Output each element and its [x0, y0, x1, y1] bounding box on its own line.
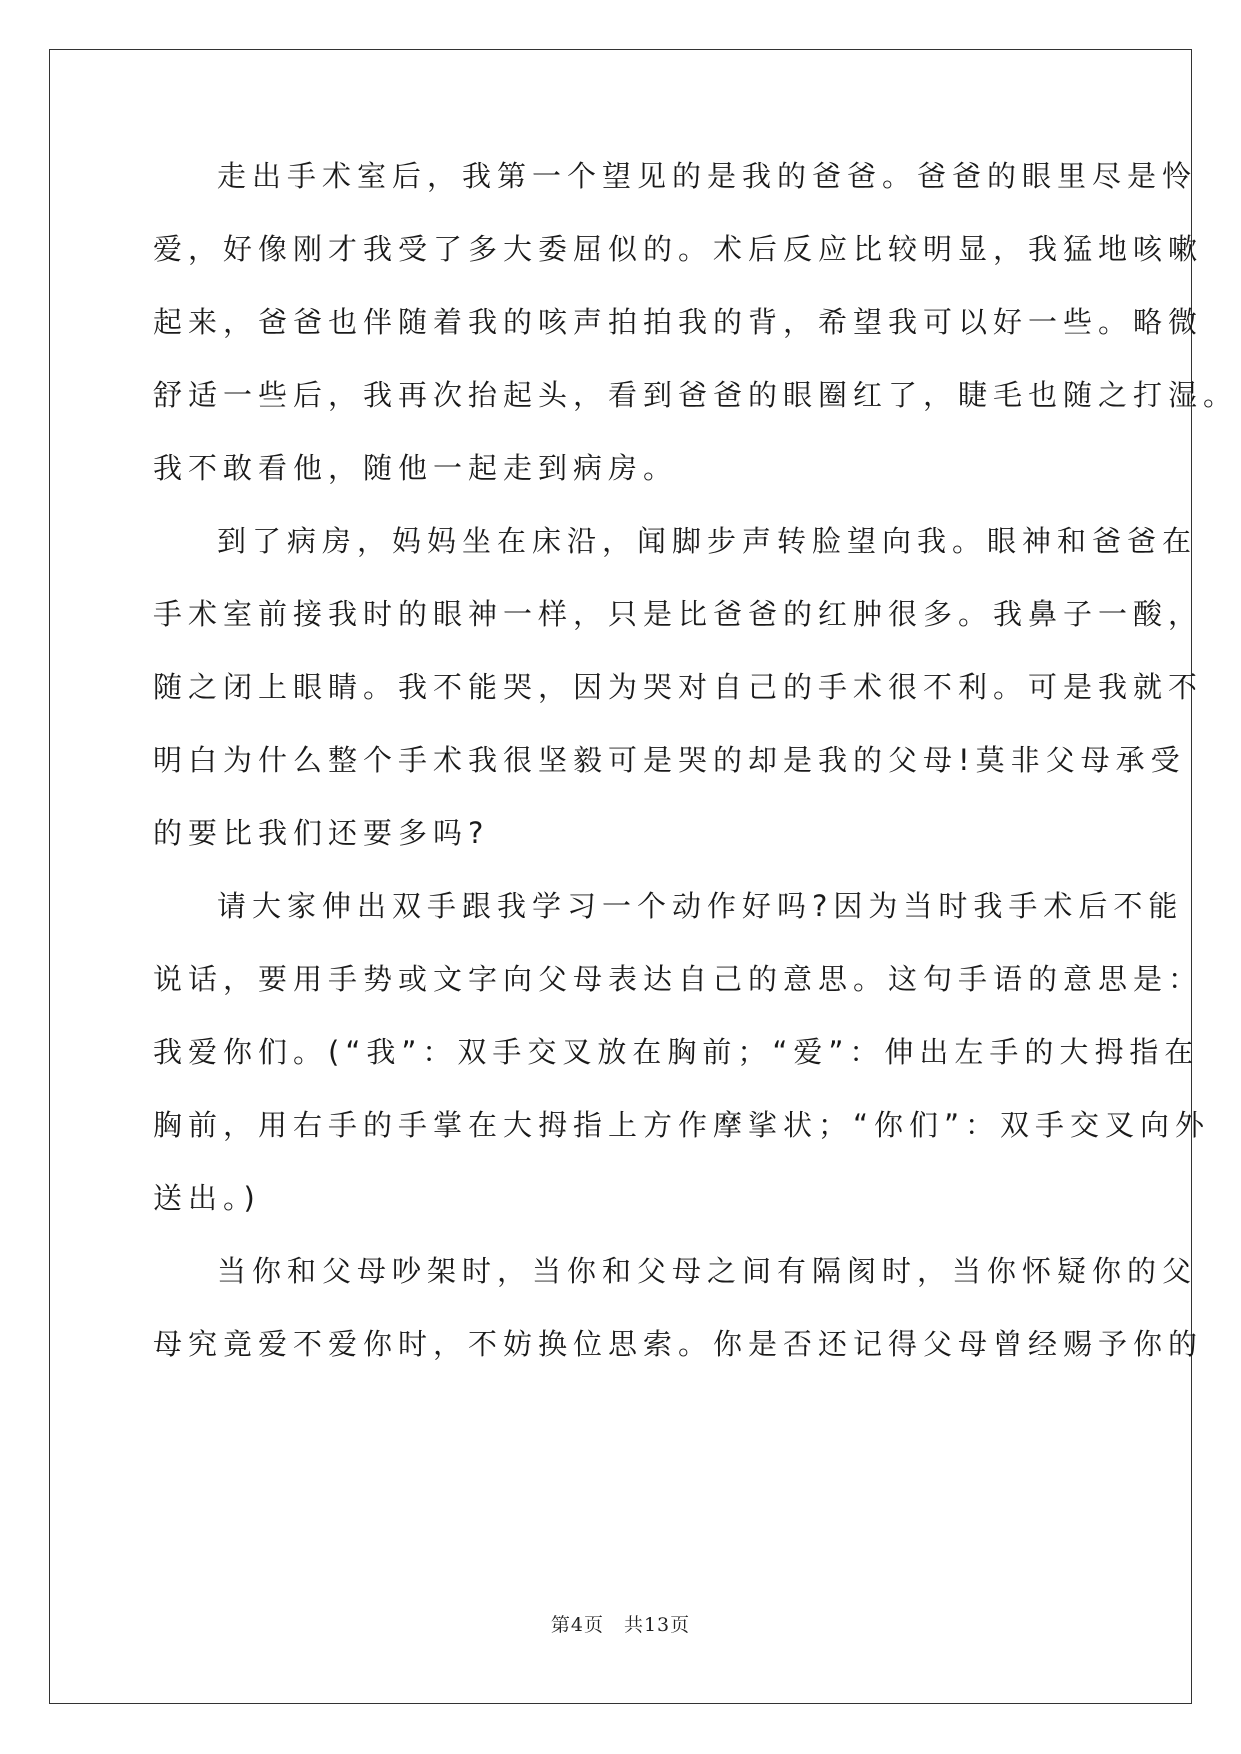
text-line: 当你和父母吵架时，当你和父母之间有隔阂时，当你怀疑你的父 — [217, 1254, 1198, 1288]
text-line: 到了病房，妈妈坐在床沿，闻脚步声转脸望向我。眼神和爸爸在 — [217, 524, 1198, 558]
text-line: 说话，要用手势或文字向父母表达自己的意思。这句手语的意思是： — [153, 962, 1204, 996]
page-border — [49, 49, 1239, 1704]
text-line: 爱，好像刚才我受了多大委屈似的。术后反应比较明显，我猛地咳嗽 — [153, 232, 1204, 266]
text-line: 明白为什么整个手术我很坚毅可是哭的却是我的父母!莫非父母承受 — [153, 743, 1186, 777]
text-line: 送出。) — [153, 1181, 261, 1215]
page-number-footer: 第4页 共13页 — [550, 1614, 691, 1636]
text-line: 起来，爸爸也伴随着我的咳声拍拍我的背，希望我可以好一些。略微 — [153, 305, 1204, 339]
text-line: 手术室前接我时的眼神一样，只是比爸爸的红肿很多。我鼻子一酸， — [153, 597, 1204, 631]
text-line: 我爱你们。(“我”：双手交叉放在胸前；“爱”：伸出左手的大拇指在 — [153, 1035, 1200, 1069]
text-line: 我不敢看他，随他一起走到病房。 — [153, 451, 679, 485]
text-line: 舒适一些后，我再次抬起头，看到爸爸的眼圈红了，睫毛也随之打湿。 — [153, 378, 1239, 412]
text-line: 的要比我们还要多吗? — [153, 816, 490, 850]
text-line: 走出手术室后，我第一个望见的是我的爸爸。爸爸的眼里尽是怜 — [217, 159, 1198, 193]
text-line: 胸前，用右手的手掌在大拇指上方作摩挲状；“你们”：双手交叉向外 — [153, 1108, 1211, 1142]
text-line: 随之闭上眼睛。我不能哭，因为哭对自己的手术很不利。可是我就不 — [153, 670, 1204, 704]
text-line: 母究竟爱不爱你时，不妨换位思索。你是否还记得父母曾经赐予你的 — [153, 1327, 1204, 1361]
text-line: 请大家伸出双手跟我学习一个动作好吗?因为当时我手术后不能 — [217, 889, 1184, 923]
